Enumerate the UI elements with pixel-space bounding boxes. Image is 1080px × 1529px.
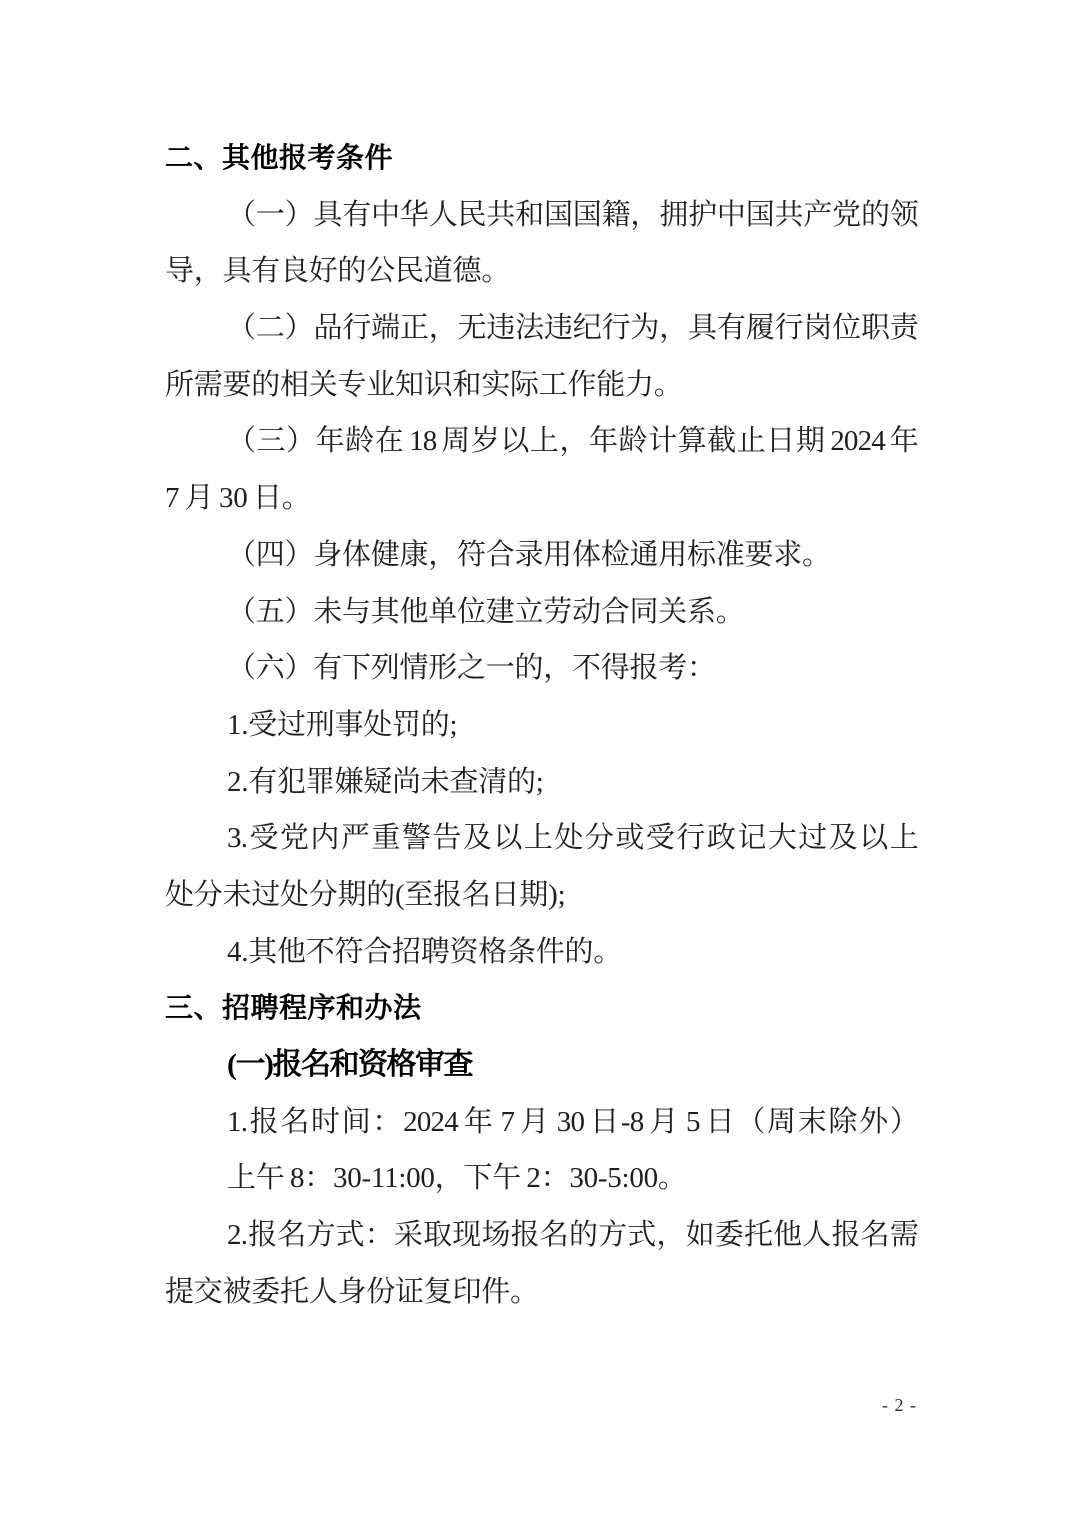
list-item-line: 处分未过处分期的(至报名日期); [165,878,566,911]
paragraph-line: （四）身体健康，符合录用体检通用标准要求。 [227,538,831,571]
paragraph-line: （五）未与其他单位建立劳动合同关系。 [227,595,745,628]
heading-section-three: 三、招聘程序和办法 [165,992,422,1024]
paragraph-line: 导，具有良好的公民道德。 [165,255,511,288]
list-item-line: 提交被委托人身份证复印件。 [165,1275,539,1308]
list-item-line: 1.报名时间：2024 年 7 月 30 日-8 月 5 日（周末除外） [227,1105,918,1138]
subheading-registration-and-qualification-review: (一)报名和资格审查 [227,1048,472,1081]
paragraph-line: （一）具有中华人民共和国国籍，拥护中国共产党的领 [227,198,918,231]
list-item-line: 上午 8：30-11:00，下午 2：30-5:00。 [227,1162,687,1195]
list-item-line: 2.有犯罪嫌疑尚未查清的; [227,765,544,798]
list-item-line: 3.受党内严重警告及以上处分或受行政记大过及以上 [227,822,918,855]
heading-section-two: 二、其他报考条件 [165,142,394,173]
list-item-line: 1.受过刑事处罚的; [227,708,458,741]
paragraph-line: （三）年龄在 18 周岁以上，年龄计算截止日期 2024 年 [227,425,918,458]
list-item-line: 4.其他不符合招聘资格条件的。 [227,935,623,968]
paragraph-line: 7 月 30 日。 [165,482,311,515]
page-number: - 2 - [882,1395,917,1415]
document-body [165,130,918,1320]
paragraph-line: （二）品行端正，无违法违纪行为，具有履行岗位职责 [227,312,918,345]
list-item-line: 2.报名方式：采取现场报名的方式，如委托他人报名需 [227,1219,918,1252]
paragraph-line: （六）有下列情形之一的，不得报考： [227,652,716,685]
paragraph-line: 所需要的相关专业知识和实际工作能力。 [165,368,683,401]
